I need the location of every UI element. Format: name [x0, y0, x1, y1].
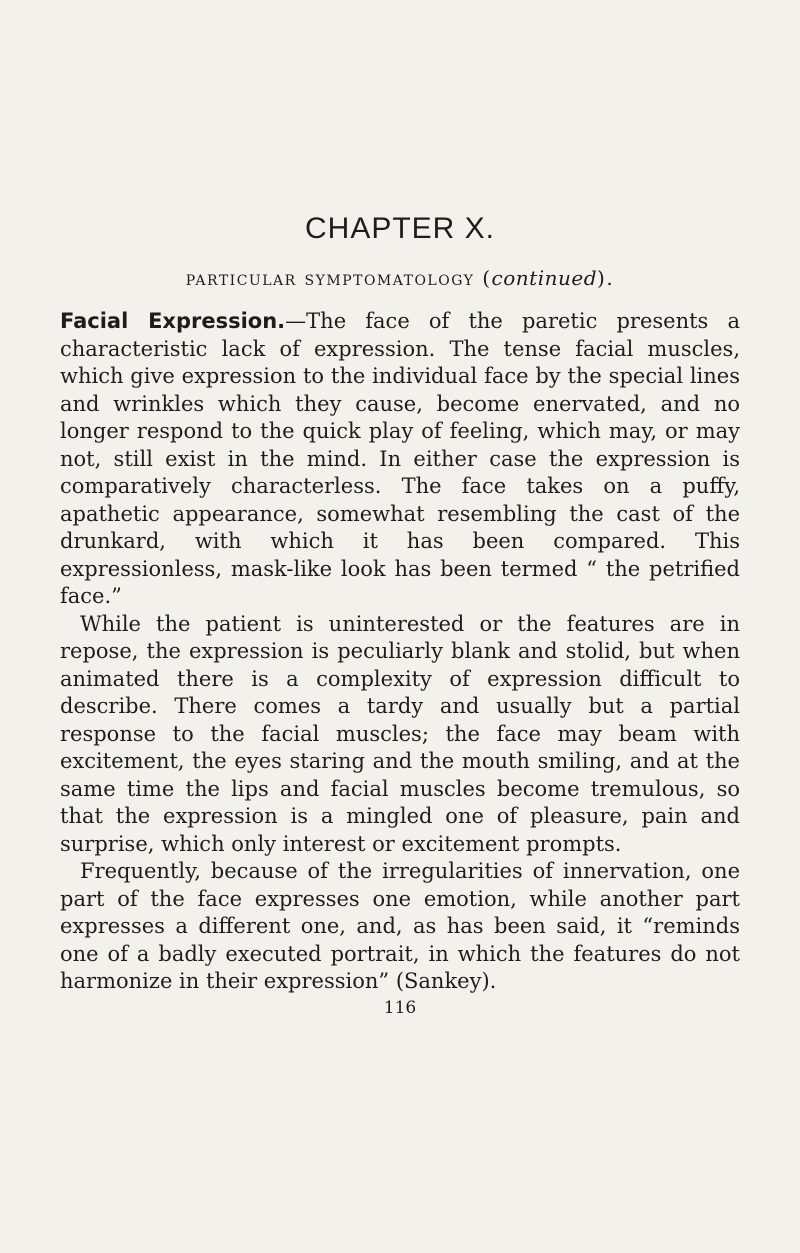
subtitle-main: particular symptomatology	[185, 266, 475, 290]
subtitle-open-paren: (	[482, 266, 492, 290]
chapter-title: CHAPTER X.	[304, 212, 496, 245]
subtitle-continued: continued	[491, 266, 598, 290]
paragraph-text: While the patient is uninterested or the features are in repose, the expression is peculiarly blank and stolid, but when animated there is a complexity of expression difficult to describe. There comes a tardy and usually but a partial response to the facial muscles; the face may beam with excitement, the eyes staring and the mouth smiling, and at the same time the lips and facial muscles become tremulous, so that the expression is a mingled one of pleasure, pain and surprise, which only interest or excitement prompts.	[60, 611, 740, 856]
paragraph-text: Frequently, because of the irregularities of innervation, one part of the face expresses one emotion, while another part expresses a different one, and, as has been said, it “reminds one of a badly executed portrait, in which the features do not harmonize in their expression” (Sankey).	[60, 859, 740, 993]
chapter-subtitle	[60, 266, 740, 290]
paragraph-facial-expression	[60, 308, 740, 611]
paragraph-text: —The face of the paretic presents a characteristic lack of expression. The tense facial muscles, which give expression to the individual face by the special lines and wrinkles which they cause, become enervated, and no longer respond to the quick play of feeling, which may, or may not, still exist in the mind. In either case the expression is comparatively characterless. The face takes on a puffy, apathetic appearance, somewhat resembling the cast of the drunkard, with which it has been compared. This expressionless, mask-like look has been termed “ the petrified face.”	[60, 309, 740, 608]
page-number: 116	[383, 997, 417, 1018]
book-page	[60, 212, 740, 1018]
paragraph-lead-heading: Facial Expression.	[60, 309, 286, 333]
paragraph-innervation	[60, 858, 740, 996]
paragraph-animated-expression	[60, 611, 740, 859]
subtitle-close-paren: ).	[597, 266, 615, 290]
